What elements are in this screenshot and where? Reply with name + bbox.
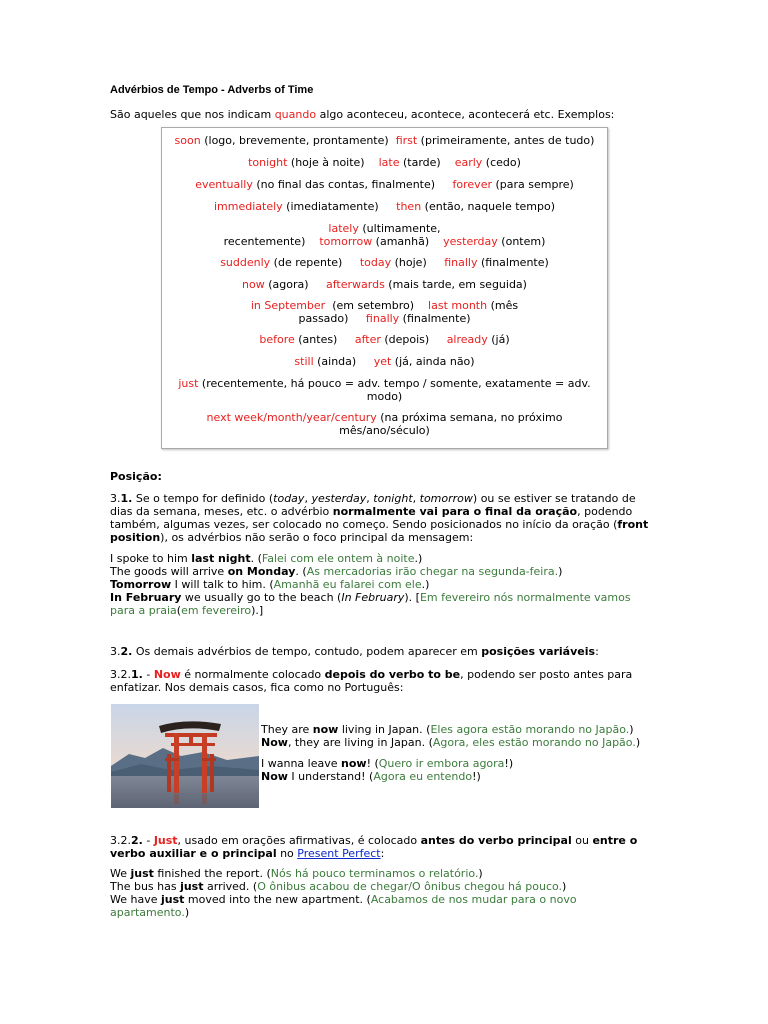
- text-segment: é normalmente colocado: [180, 668, 325, 681]
- box-row: [162, 355, 607, 368]
- text-segment: In February: [110, 591, 182, 604]
- text-segment: .): [421, 578, 430, 591]
- text-segment: (de repente): [270, 256, 360, 269]
- page-title: Advérbios de Tempo - Adverbs of Time: [110, 84, 314, 96]
- text-segment: (em setembro): [325, 299, 429, 312]
- text-segment: :: [595, 645, 599, 658]
- example-line: [110, 880, 650, 893]
- text-segment: O ônibus acabou de chegar/O ônibus chegou há pouco.: [257, 880, 563, 893]
- text-segment: verbo auxiliar e o principal: [110, 847, 277, 860]
- text-segment: finished the report. (: [153, 867, 271, 880]
- text-segment: ): [629, 723, 634, 736]
- text-segment: passado): [298, 312, 366, 325]
- box-row: [162, 312, 607, 325]
- text-segment: finally: [444, 256, 478, 269]
- text-segment: The bus has: [110, 880, 181, 893]
- text-segment: para a praia: [110, 604, 177, 617]
- paragraph-3-1: [110, 492, 650, 544]
- example-line: [261, 723, 661, 736]
- text-segment: (: [176, 604, 182, 617]
- text-segment: we usually go to the beach (: [181, 591, 342, 604]
- text-segment: (já, ainda não): [391, 355, 475, 368]
- section-heading-posicao: Posição:: [110, 470, 162, 483]
- text-segment: 3.2.: [110, 668, 131, 681]
- intro-text: São aqueles que nos indicam: [110, 108, 275, 121]
- text-segment: Quero ir embora agora: [378, 757, 505, 770]
- box-row: [162, 377, 607, 390]
- text-line: [110, 681, 650, 694]
- text-segment: (então, naquele tempo): [421, 200, 556, 213]
- example-line: [110, 906, 650, 919]
- example-line: [261, 736, 661, 749]
- text-line: [110, 518, 650, 531]
- text-segment: Amanhã eu falarei com ele: [273, 578, 422, 591]
- text-segment: , they are living in Japan. (: [287, 736, 433, 749]
- text-segment: (cedo): [482, 156, 521, 169]
- text-segment: early: [454, 156, 483, 169]
- text-segment: ): [184, 906, 190, 919]
- text-segment: (ultimamente,: [358, 222, 441, 235]
- text-segment: now: [312, 723, 339, 736]
- box-row: [162, 235, 607, 248]
- text-segment: (no final das contas, finalmente): [252, 178, 453, 191]
- text-segment: We: [110, 867, 131, 880]
- text-segment: ): [478, 867, 483, 880]
- text-segment: just: [160, 893, 185, 906]
- paragraph-3-2: [110, 645, 650, 658]
- text-segment: ): [635, 736, 641, 749]
- text-segment: (mês: [487, 299, 519, 312]
- example-line: [110, 565, 650, 578]
- text-line: [110, 531, 650, 544]
- text-segment: , usado em orações afirmativas, é colocado: [177, 834, 421, 847]
- text-segment: ): [562, 880, 567, 893]
- text-segment: As mercadorias irão chegar na segunda-feira.: [306, 565, 559, 578]
- example-line: [110, 893, 650, 906]
- box-row: [162, 333, 607, 346]
- text-segment: after: [354, 333, 381, 346]
- intro-text-end: algo aconteceu, acontece, acontecerá etc. Exemplos:: [316, 108, 615, 121]
- text-segment: tonight: [373, 492, 413, 505]
- text-segment: last night: [191, 552, 251, 565]
- text-segment: ! (: [366, 757, 379, 770]
- text-segment: moved into the new apartment. (: [184, 893, 371, 906]
- box-row: [162, 156, 607, 169]
- text-segment: . (: [295, 565, 307, 578]
- examples-3-2-1-group-b: [261, 757, 661, 783]
- text-segment: tomorrow: [419, 492, 473, 505]
- text-segment: mês/ano/século): [339, 424, 430, 437]
- example-line: [261, 770, 661, 783]
- examples-3-1: [110, 552, 650, 617]
- text-segment: .): [414, 552, 423, 565]
- text-segment: eventually: [195, 178, 253, 191]
- text-segment: -: [142, 834, 154, 847]
- text-segment: !): [504, 757, 514, 770]
- text-segment: (agora): [264, 278, 326, 291]
- box-row: [162, 299, 607, 312]
- text-segment: entre o: [592, 834, 638, 847]
- text-segment: . (: [250, 552, 262, 565]
- text-segment: before: [259, 333, 295, 346]
- text-segment: (para sempre): [491, 178, 574, 191]
- text-segment: (depois): [380, 333, 447, 346]
- text-segment: 3.: [110, 645, 121, 658]
- text-segment: finally: [365, 312, 400, 325]
- text-segment: position: [110, 531, 161, 544]
- text-segment: In February: [341, 591, 405, 604]
- text-segment: immediately: [213, 200, 283, 213]
- text-segment: (tarde): [399, 156, 455, 169]
- text-segment: on Monday: [227, 565, 296, 578]
- text-segment: , podendo ser posto antes para: [460, 668, 633, 681]
- text-segment: também, algumas vezes, ser colocado no começo. Sendo posicionados no início da oração (: [110, 518, 618, 531]
- box-row: [162, 390, 607, 403]
- text-segment: :: [380, 847, 385, 860]
- text-line: [110, 668, 650, 681]
- text-segment: suddenly: [220, 256, 271, 269]
- text-segment: already: [446, 333, 488, 346]
- box-row: [162, 424, 607, 437]
- text-segment: living in Japan. (: [338, 723, 431, 736]
- text-segment: today: [273, 492, 305, 505]
- text-segment: front: [617, 518, 649, 531]
- box-row: [162, 178, 607, 191]
- text-segment: Agora eu entendo: [373, 770, 473, 783]
- text-segment: (primeiramente, antes de tudo): [417, 134, 595, 147]
- text-segment: I spoke to him: [110, 552, 192, 565]
- text-segment: Now: [153, 668, 181, 681]
- text-segment: ) ou se estiver se tratando de: [472, 492, 636, 505]
- text-line: [110, 847, 650, 860]
- text-segment: yet: [373, 355, 392, 368]
- text-segment: 1.: [120, 492, 133, 505]
- text-line: [110, 492, 650, 505]
- text-segment: ,: [412, 492, 420, 505]
- text-segment: The goods will arrive: [110, 565, 228, 578]
- text-segment: today: [359, 256, 392, 269]
- box-row: [162, 411, 607, 424]
- text-segment: late: [378, 156, 400, 169]
- examples-3-2-1-group-a: [261, 723, 661, 749]
- example-line: [261, 757, 661, 770]
- text-segment: dias da semana, meses, etc. o advérbio: [110, 505, 333, 518]
- example-line: [110, 591, 650, 604]
- present-perfect-link[interactable]: Present Perfect: [297, 847, 381, 860]
- text-segment: arrived. (: [203, 880, 258, 893]
- example-line: [110, 552, 650, 565]
- text-segment: They are: [261, 723, 313, 736]
- text-line: [110, 505, 650, 518]
- text-segment: Now: [261, 770, 288, 783]
- text-segment: (finalmente): [399, 312, 471, 325]
- text-segment: then: [396, 200, 422, 213]
- example-line: [110, 604, 650, 617]
- text-segment: just: [180, 880, 204, 893]
- text-segment: next week/month/year/century: [206, 411, 377, 424]
- text-segment: (amanhã): [372, 235, 444, 248]
- text-segment: (recentemente, há pouco = adv. tempo / somente, exatamente = adv.: [198, 377, 591, 390]
- text-segment: ou: [571, 834, 593, 847]
- box-row: [162, 278, 607, 291]
- text-segment: We have: [110, 893, 161, 906]
- text-segment: recentemente): [223, 235, 320, 248]
- text-segment: Em fevereiro nós normalmente vamos: [419, 591, 631, 604]
- box-row: [162, 200, 607, 213]
- text-segment: (antes): [294, 333, 355, 346]
- text-segment: afterwards: [326, 278, 385, 291]
- text-segment: yesterday: [311, 492, 367, 505]
- text-segment: Just: [153, 834, 178, 847]
- text-segment: 3.2.: [110, 834, 131, 847]
- text-segment: forever: [452, 178, 492, 191]
- text-segment: just: [178, 377, 199, 390]
- text-line: [110, 834, 650, 847]
- text-segment: Se o tempo for definido (: [132, 492, 274, 505]
- text-segment: 3.: [110, 492, 121, 505]
- text-segment: still: [294, 355, 314, 368]
- text-segment: Now: [261, 736, 288, 749]
- text-segment: yesterday: [443, 235, 498, 248]
- text-segment: enfatizar. Nos demais casos, fica como no Português:: [110, 681, 404, 694]
- box-row: [162, 134, 607, 147]
- text-segment: (hoje): [391, 256, 445, 269]
- text-segment: (na próxima semana, no próximo: [376, 411, 563, 424]
- japan-torii-photo: [111, 704, 259, 808]
- text-segment: now: [242, 278, 265, 291]
- text-segment: I understand! (: [287, 770, 374, 783]
- text-segment: (logo, brevemente, prontamente): [200, 134, 396, 147]
- text-segment: ,: [304, 492, 312, 505]
- text-segment: Nós há pouco terminamos o relatório.: [270, 867, 479, 880]
- example-line: [110, 578, 650, 591]
- text-segment: ), os advérbios não serão o foco principal da mensagem:: [160, 531, 474, 544]
- box-row: [162, 222, 607, 235]
- text-segment: 2.: [120, 645, 133, 658]
- text-segment: 2.: [131, 834, 143, 847]
- text-segment: Os demais advérbios de tempo, contudo, podem aparecer em: [132, 645, 482, 658]
- text-segment: lately: [328, 222, 359, 235]
- text-segment: depois do verbo to be: [324, 668, 461, 681]
- text-segment: Acabamos de nos mudar para o novo: [370, 893, 577, 906]
- examples-3-2-2: [110, 867, 650, 919]
- text-segment: normalmente vai para o final da oração: [332, 505, 578, 518]
- box-row: [162, 256, 607, 269]
- intro-highlight: quando: [274, 108, 317, 121]
- text-segment: Eles agora estão morando no Japão.: [430, 723, 630, 736]
- text-segment: -: [142, 668, 154, 681]
- text-segment: I wanna leave: [261, 757, 341, 770]
- text-segment: I will talk to him. (: [171, 578, 274, 591]
- text-segment: ). [: [404, 591, 420, 604]
- text-segment: 1.: [131, 668, 143, 681]
- text-segment: in September: [250, 299, 326, 312]
- text-segment: (ontem): [497, 235, 546, 248]
- text-segment: last month: [428, 299, 488, 312]
- text-segment: soon: [174, 134, 201, 147]
- text-segment: ,: [366, 492, 374, 505]
- text-segment: tonight: [248, 156, 288, 169]
- paragraph-3-2-1: [110, 668, 650, 694]
- text-segment: ).]: [251, 604, 264, 617]
- text-segment: tomorrow: [319, 235, 373, 248]
- text-segment: modo): [366, 390, 403, 403]
- adverbs-examples-box: [161, 127, 608, 449]
- text-segment: posições variáveis: [481, 645, 596, 658]
- text-segment: apartamento.: [110, 906, 185, 919]
- text-segment: first: [395, 134, 418, 147]
- text-segment: Falei com ele ontem à noite: [261, 552, 415, 565]
- text-segment: Tomorrow: [110, 578, 172, 591]
- text-segment: (ainda): [313, 355, 374, 368]
- text-segment: just: [130, 867, 154, 880]
- text-segment: (finalmente): [477, 256, 549, 269]
- text-segment: Agora, eles estão morando no Japão.: [432, 736, 636, 749]
- text-segment: ): [558, 565, 563, 578]
- paragraph-3-2-2: [110, 834, 650, 860]
- text-segment: now: [341, 757, 367, 770]
- text-segment: em fevereiro: [181, 604, 252, 617]
- text-segment: no: [276, 847, 298, 860]
- text-segment: antes do verbo principal: [420, 834, 572, 847]
- text-segment: (hoje à noite): [287, 156, 379, 169]
- text-segment: !): [472, 770, 481, 783]
- text-segment: (já): [487, 333, 510, 346]
- example-line: [110, 867, 650, 880]
- text-segment: (imediatamente): [282, 200, 397, 213]
- text-segment: , podendo: [577, 505, 633, 518]
- intro-paragraph: [110, 108, 650, 121]
- text-segment: (mais tarde, em seguida): [384, 278, 527, 291]
